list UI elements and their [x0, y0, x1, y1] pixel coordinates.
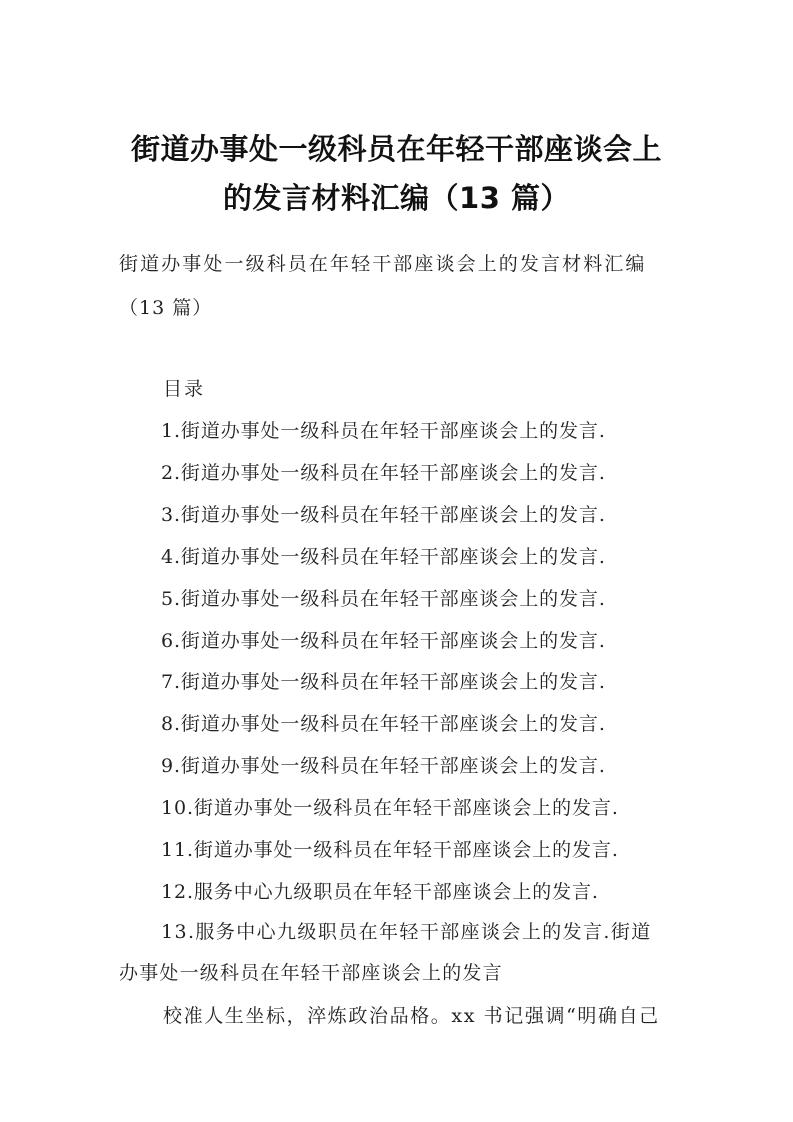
toc-item: 12.服务中心九级职员在年轻干部座谈会上的发言.	[161, 881, 599, 903]
toc-item: 7.街道办事处一级科员在年轻干部座谈会上的发言.	[161, 671, 606, 693]
toc-item: 13.服务中心九级职员在年轻干部座谈会上的发言.街道	[161, 921, 652, 943]
document-title-line-1: 街道办事处一级科员在年轻干部座谈会上	[130, 132, 662, 166]
toc-item: 11.街道办事处一级科员在年轻干部座谈会上的发言.	[161, 839, 619, 861]
document-title-line-2: 的发言材料汇编（13 篇）	[223, 181, 570, 215]
toc-item: 9.街道办事处一级科员在年轻干部座谈会上的发言.	[161, 755, 606, 777]
subtitle-line-2: （13 篇）	[119, 297, 213, 319]
toc-item: 10.街道办事处一级科员在年轻干部座谈会上的发言.	[161, 797, 619, 819]
body-paragraph: 校准人生坐标，淬炼政治品格。xx 书记强调“明确自己	[163, 1005, 660, 1027]
toc-heading: 目录	[163, 378, 206, 400]
toc-item: 8.街道办事处一级科员在年轻干部座谈会上的发言.	[161, 713, 606, 735]
toc-item: 2.街道办事处一级科员在年轻干部座谈会上的发言.	[161, 462, 606, 484]
toc-item: 6.街道办事处一级科员在年轻干部座谈会上的发言.	[161, 630, 606, 652]
toc-continuation-line: 办事处一级科员在年轻干部座谈会上的发言	[119, 962, 503, 984]
toc-item: 1.街道办事处一级科员在年轻干部座谈会上的发言.	[161, 420, 606, 442]
toc-item: 4.街道办事处一级科员在年轻干部座谈会上的发言.	[161, 546, 606, 568]
toc-item: 3.街道办事处一级科员在年轻干部座谈会上的发言.	[161, 504, 606, 526]
subtitle-line-1: 街道办事处一级科员在年轻干部座谈会上的发言材料汇编	[119, 253, 647, 275]
toc-item: 5.街道办事处一级科员在年轻干部座谈会上的发言.	[161, 588, 606, 610]
